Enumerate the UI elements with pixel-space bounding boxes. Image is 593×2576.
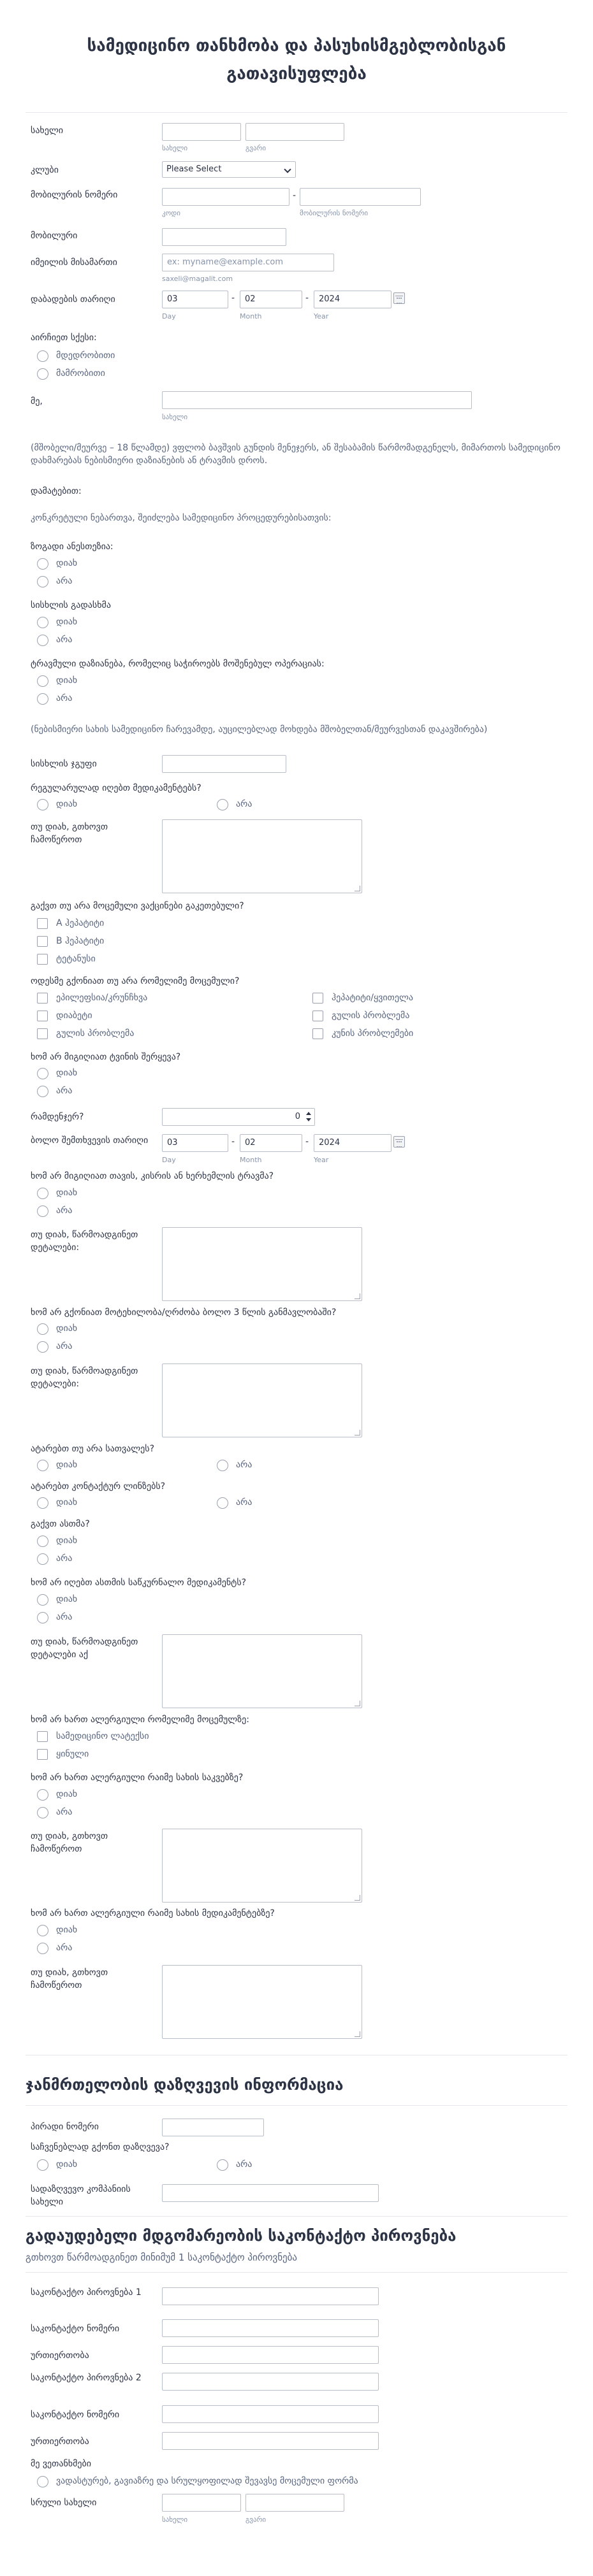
food-allergy-question: ხომ არ ხართ ალერგიული რაიმე სახის საკვებზე?: [31, 1773, 244, 1783]
emergency-heading: გადაუდებელი მდგომარეობის საკონტაქტო პიროვნება: [26, 2227, 457, 2245]
condition-heart2-checkbox[interactable]: [312, 1011, 323, 1021]
gender-female-label: მდედრობითი: [56, 350, 115, 361]
additional-label: დამატებით:: [31, 486, 82, 496]
last-month-hint: Day: [162, 1156, 176, 1164]
full-last-name-hint: გვარი: [245, 2515, 267, 2524]
anesthesia-no-label: არა: [56, 576, 73, 586]
trauma-question: ტრავმული დაზიანება, რომელიც საჭიროებს მოშენებულ ოპერაციას:: [31, 659, 325, 669]
fracture-question: ხომ არ გქონიათ მოტეხილობა/ღრძობა ბოლო 3 წლის განმავლობაში?: [31, 1307, 337, 1318]
regular-med-detail-label: თუ დიახ, გთხოვთ ჩამოწეროთ: [31, 822, 108, 845]
allergy-question: ხომ არ ხართ ალერგიული რომელიმე მოცემულზე:: [31, 1715, 249, 1725]
concussion-yes-label: დიახ: [56, 1068, 78, 1078]
regular-med-detail-textarea[interactable]: [162, 819, 362, 893]
lenses-yes-label: დიახ: [56, 1497, 78, 1507]
inhaler-detail-textarea[interactable]: [162, 1634, 362, 1708]
transfusion-question: სისხლის გადასხმა: [31, 600, 111, 610]
head-injury-question: ხომ არ მიგიღიათ თავის, კისრის ან ხერხემლის ტრავმა?: [31, 1171, 274, 1181]
contact1-input[interactable]: [162, 2287, 379, 2305]
consent-text: (მშობელი/მეურვე – 18 წლამდე) ვფლობ ბავშვის გუნდის მენეჯერს, ან შესაბამის წარმომადგენელს, მიმართოს სამედიცინო დახმარებას ნებისმიერი დაზიანების ან ტრავმის დროს.: [31, 443, 560, 466]
anesthesia-yes-radio[interactable]: [37, 558, 48, 570]
insurance-no-radio[interactable]: [217, 2159, 228, 2171]
last-calendar-icon[interactable]: [393, 1136, 405, 1148]
insurance-company-label: სადაზღვევო კომპანიის სახელი: [31, 2184, 131, 2207]
lenses-yes-radio[interactable]: [37, 1497, 48, 1509]
blood-group-input[interactable]: [162, 755, 286, 773]
times-spinner-icon[interactable]: [304, 1108, 314, 1126]
food-yes-radio[interactable]: [37, 1789, 48, 1801]
full-last-name-input[interactable]: [245, 2494, 344, 2512]
concussion-no-label: არა: [56, 1086, 73, 1096]
lenses-question: ატარებთ კონტაქტურ ლინზებს?: [31, 1481, 166, 1492]
condition-epilepsy-checkbox[interactable]: [37, 993, 48, 1004]
fracture-detail-label: თუ დიახ, წარმოადგინეთ დეტალები:: [31, 1366, 138, 1389]
condition-kidney-checkbox[interactable]: [312, 1028, 323, 1039]
contact1-relation-label: ურთიერთობა: [31, 2350, 89, 2361]
drug-no-label: არა: [56, 1943, 73, 1953]
contact2-input[interactable]: [162, 2373, 379, 2391]
insurance-yes-label: დიახ: [56, 2159, 78, 2169]
form-title: სამედიცინო თანხმობა და პასუხისმგებლობისგან გათავისუფლება: [87, 36, 506, 83]
head-yes-label: დიახ: [56, 1188, 78, 1198]
vaccine-tetanus-checkbox[interactable]: [37, 954, 48, 965]
club-label: კლუბი: [31, 165, 59, 175]
phone-label: მობილურის ნომერი: [31, 190, 118, 200]
food-yes-label: დიახ: [56, 1789, 78, 1799]
transfusion-no-label: არა: [56, 635, 73, 645]
fracture-yes-label: დიახ: [56, 1323, 78, 1334]
inhaler-detail-label: თუ დიახ, წარმოადგინეთ დეტალები აქ: [31, 1637, 138, 1660]
blood-group-label: სისხლის ჯგუფი: [31, 759, 97, 769]
contact2-phone-label: საკონტაქტო ნომერი: [31, 2410, 120, 2420]
guardian-name-input[interactable]: [162, 391, 472, 409]
asthma-no-label: არა: [56, 1553, 73, 1564]
birth-dash-2: -: [305, 293, 309, 303]
regular-med-yes-radio[interactable]: [37, 799, 48, 810]
glasses-yes-label: დიახ: [56, 1460, 78, 1470]
condition-heart-label: გულის პრობლემა: [56, 1028, 135, 1039]
last-day-input[interactable]: 02: [240, 1134, 302, 1152]
contact1-phone-input[interactable]: [162, 2319, 379, 2337]
glasses-question: ატარებთ თუ არა სათვალეს?: [31, 1444, 155, 1454]
condition-heart2-label: გულის პრობლემა: [332, 1011, 410, 1021]
last-year-hint: Year: [314, 1156, 329, 1164]
last-year-input[interactable]: 2024: [314, 1134, 392, 1152]
regular-med-no-label: არა: [236, 799, 253, 809]
divider: [26, 2216, 567, 2217]
contact2-relation-label: ურთიერთობა: [31, 2436, 89, 2447]
insurance-heading: ჯანმრთელობის დაზღვევის ინფორმაცია: [26, 2076, 344, 2094]
first-name-input[interactable]: [162, 123, 241, 141]
inhaler-yes-label: დიახ: [56, 1594, 78, 1604]
times-label: რამდენჯერ?: [31, 1112, 84, 1122]
conditions-question: ოდესმე გქონიათ თუ არა რომელიმე მოცემული?: [31, 976, 240, 986]
calendar-icon[interactable]: [393, 292, 405, 304]
condition-diabetes-label: დიაბეტი: [56, 1011, 92, 1021]
contact2-label: საკონტაქტო პიროვნება 2: [31, 2373, 142, 2383]
birth-day-hint: Month: [240, 312, 262, 320]
asthma-no-radio[interactable]: [37, 1553, 48, 1565]
allergy-ice-label: ყინული: [56, 1749, 89, 1759]
phone-number-hint: მობილურის ნომერი: [300, 209, 369, 217]
condition-hepatitis-label: ჰეპატიტი/ყვითელა: [332, 993, 413, 1003]
birth-year-input[interactable]: 2024: [314, 291, 392, 308]
guardian-hint: სახელი: [162, 413, 188, 421]
condition-diabetes-checkbox[interactable]: [37, 1011, 48, 1021]
transfusion-no-radio[interactable]: [37, 635, 48, 646]
head-no-radio[interactable]: [37, 1205, 48, 1217]
vaccine-hep-b-checkbox[interactable]: [37, 936, 48, 947]
condition-hepatitis-checkbox[interactable]: [312, 993, 323, 1004]
food-detail-textarea[interactable]: [162, 1829, 362, 1903]
drug-detail-label: თუ დიახ, გთხოვთ ჩამოწეროთ: [31, 1968, 108, 1990]
vaccine-question: გაქვთ თუ არა მოცემული ვაქცინები გაკეთებული?: [31, 901, 244, 911]
phone-number-input[interactable]: [300, 188, 421, 206]
divider: [26, 112, 567, 113]
insurance-id-label: პირადი ნომერი: [31, 2122, 99, 2132]
last-dash-1: -: [231, 1137, 235, 1147]
concussion-question: ხომ არ მიგიღიათ ტვინის შერყევა?: [31, 1052, 181, 1062]
last-day-hint: Month: [240, 1156, 262, 1164]
allergy-latex-label: სამედიცინო ლატექსი: [56, 1731, 149, 1741]
contact1-relation-input[interactable]: [162, 2346, 379, 2364]
email-label: იმეილის მისამართი: [31, 257, 117, 268]
drug-yes-label: დიახ: [56, 1925, 78, 1935]
confirm-radio[interactable]: [37, 2476, 48, 2487]
trauma-no-radio[interactable]: [37, 693, 48, 705]
drug-allergy-question: ხომ არ ხართ ალერგიული რაიმე სახის მედიკამენტებზე?: [31, 1908, 275, 1918]
drug-detail-textarea[interactable]: [162, 1965, 362, 2039]
trauma-no-label: არა: [56, 693, 73, 703]
condition-epilepsy-label: ეპილეფსია/კრუნჩხვა: [56, 993, 148, 1003]
birth-dash-1: -: [231, 293, 235, 303]
anesthesia-no-radio[interactable]: [37, 576, 48, 587]
club-select[interactable]: Please Select: [162, 161, 296, 178]
insurance-id-input[interactable]: [162, 2119, 264, 2136]
head-detail-label: თუ დიახ, წარმოადგინეთ დეტალები:: [31, 1230, 138, 1253]
full-name-label: სრული სახელი: [31, 2498, 97, 2508]
vaccine-hep-a-checkbox[interactable]: [37, 918, 48, 929]
fracture-detail-textarea[interactable]: [162, 1364, 362, 1437]
insurance-company-input[interactable]: [162, 2184, 379, 2202]
head-detail-textarea[interactable]: [162, 1227, 362, 1301]
procedures-note: კონკრეტული ნებართვა, შეიძლება სამედიცინო პროცედურებისათვის:: [31, 513, 332, 523]
mobile-input[interactable]: [162, 228, 286, 246]
food-detail-label: თუ დიახ, გთხოვთ ჩამოწეროთ: [31, 1831, 108, 1854]
guardian-label: მე,: [31, 396, 43, 407]
lenses-no-label: არა: [236, 1497, 253, 1507]
fracture-no-radio[interactable]: [37, 1341, 48, 1353]
birth-year-hint: Year: [314, 312, 329, 320]
concussion-no-radio[interactable]: [37, 1086, 48, 1097]
food-no-radio[interactable]: [37, 1807, 48, 1818]
confirm-label: მე ვეთანხმები: [31, 2459, 92, 2469]
glasses-no-label: არა: [236, 1460, 253, 1470]
last-month-input[interactable]: 03: [162, 1134, 228, 1152]
trauma-yes-radio[interactable]: [37, 675, 48, 687]
vaccine-hep-a-label: A ჰეპატიტი: [56, 918, 105, 928]
birth-month-input[interactable]: 03: [162, 291, 228, 308]
gender-female-radio[interactable]: [37, 350, 48, 362]
gender-label: აირჩიეთ სქესი:: [31, 333, 97, 343]
glasses-yes-radio[interactable]: [37, 1460, 48, 1471]
birth-date-label: დაბადების თარიღი: [31, 294, 115, 305]
concussion-yes-radio[interactable]: [37, 1068, 48, 1079]
contact2-relation-input[interactable]: [162, 2432, 379, 2450]
fracture-yes-radio[interactable]: [37, 1323, 48, 1335]
divider: [26, 2272, 567, 2273]
food-no-label: არა: [56, 1807, 73, 1817]
email-hint: saxeli@magalit.com: [162, 275, 233, 283]
phone-dash: -: [293, 191, 296, 201]
gender-male-label: მამრობითი: [56, 368, 105, 378]
full-first-name-input[interactable]: [162, 2494, 241, 2512]
email-input[interactable]: ex: myname@example.com: [162, 254, 334, 271]
last-name-hint: გვარი: [245, 144, 267, 152]
anesthesia-question: ზოგადი ანესთეზია:: [31, 542, 113, 552]
first-name-label: სახელი: [31, 126, 63, 136]
medical-note: (ნებისმიერი სახის სამედიცინო ჩარევამდე, აუცილებლად მოხდება მშობელთან/მეურვესთან დაკავშირება): [31, 724, 488, 735]
condition-kidney-label: კუნის პრობლემები: [332, 1028, 414, 1039]
vaccine-hep-b-label: B ჰეპატიტი: [56, 936, 105, 946]
asthma-yes-radio[interactable]: [37, 1536, 48, 1547]
gender-male-radio[interactable]: [37, 368, 48, 380]
drug-yes-radio[interactable]: [37, 1925, 48, 1936]
drug-no-radio[interactable]: [37, 1943, 48, 1954]
regular-med-no-radio[interactable]: [217, 799, 228, 810]
phone-code-hint: კოდი: [162, 209, 180, 217]
asthma-question: გაქვთ ასთმა?: [31, 1519, 90, 1529]
trauma-yes-label: დიახ: [56, 675, 78, 686]
inhaler-no-radio[interactable]: [37, 1612, 48, 1623]
glasses-no-radio[interactable]: [217, 1460, 228, 1471]
contact1-phone-label: საკონტაქტო ნომერი: [31, 2324, 120, 2334]
vaccine-tetanus-label: ტეტანუსი: [56, 954, 96, 964]
fracture-no-label: არა: [56, 1341, 73, 1351]
anesthesia-yes-label: დიახ: [56, 558, 78, 568]
insurance-yes-radio[interactable]: [37, 2159, 48, 2171]
emergency-subtitle: გთხოვთ წარმოადგინეთ მინიმუმ 1 საკონტაქტო პიროვნება: [26, 2252, 298, 2263]
insurance-question: საჩვენებლად გქონთ დაზღვევა?: [31, 2142, 170, 2152]
inhaler-question: ხომ არ იღებთ ასთმის საწკურნალო მედიკამენტს?: [31, 1578, 247, 1588]
contact2-phone-input[interactable]: [162, 2405, 379, 2423]
mobile-label: მობილური: [31, 231, 78, 241]
full-first-name-hint: სახელი: [162, 2515, 188, 2524]
phone-code-input[interactable]: [162, 188, 289, 206]
lenses-no-radio[interactable]: [217, 1497, 228, 1509]
times-input[interactable]: 0: [162, 1108, 315, 1126]
asthma-yes-label: დიახ: [56, 1536, 78, 1546]
birth-day-input[interactable]: 02: [240, 291, 302, 308]
condition-heart-checkbox[interactable]: [37, 1028, 48, 1039]
regular-med-question: რეგულარულად იღებთ მედიკამენტებს?: [31, 783, 201, 793]
transfusion-yes-radio[interactable]: [37, 617, 48, 628]
birth-month-hint: Day: [162, 312, 176, 320]
last-date-label: ბოლო შემთხვევის თარიღი: [31, 1135, 149, 1146]
insurance-no-label: არა: [236, 2159, 253, 2169]
allergy-ice-checkbox[interactable]: [37, 1749, 48, 1760]
contact1-label: საკონტაქტო პიროვნება 1: [31, 2287, 142, 2298]
regular-med-yes-label: დიახ: [56, 799, 78, 809]
last-dash-2: -: [305, 1137, 309, 1147]
first-name-hint: სახელი: [162, 144, 188, 152]
head-yes-radio[interactable]: [37, 1188, 48, 1199]
last-name-input[interactable]: [245, 123, 344, 141]
divider: [26, 2105, 567, 2106]
inhaler-no-label: არა: [56, 1612, 73, 1622]
transfusion-yes-label: დიახ: [56, 617, 78, 627]
inhaler-yes-radio[interactable]: [37, 1594, 48, 1606]
confirm-text: ვადასტურებ, გავიაზრე და სრულყოფილად შევავსე მოცემული ფორმა: [56, 2476, 358, 2486]
head-no-label: არა: [56, 1205, 73, 1216]
allergy-latex-checkbox[interactable]: [37, 1731, 48, 1742]
